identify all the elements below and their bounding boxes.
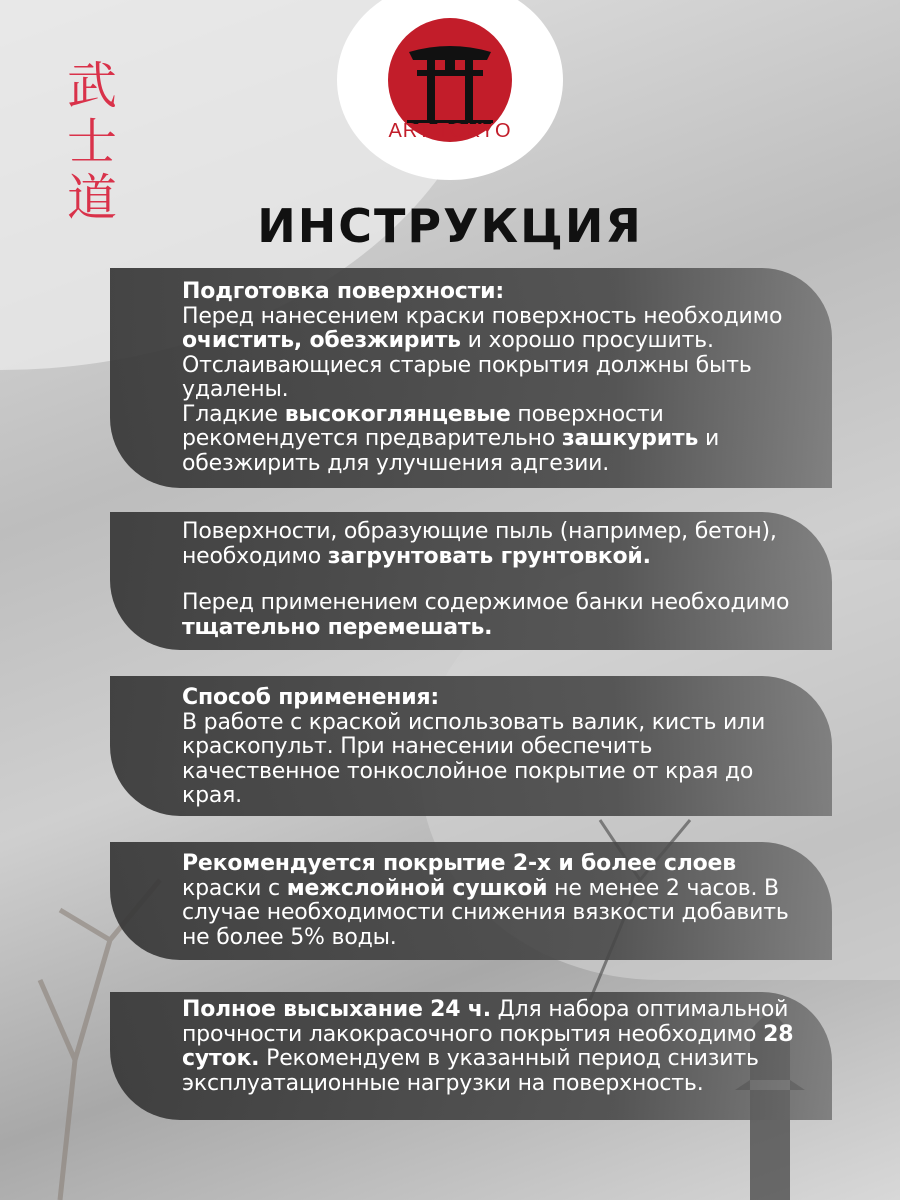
card-paragraph [182,280,812,305]
kanji-bushido: 武士道 [67,57,117,227]
torii-gate-icon [337,0,563,180]
instruction-card-application-method [110,676,832,816]
emphasis-text: Полное высыхание 24 ч. [182,997,491,1022]
emphasis-text: Способ применения: [182,685,439,710]
emphasis-text: Рекомендуется покрытие 2-х и более слоев [182,851,736,876]
tree-silhouette-icon [0,760,900,1200]
body-text: Рекомендуем в указанный период снизить эксплуатационные нагрузки на поверхность. [182,1046,759,1096]
card-paragraph [182,591,812,640]
body-text: Для набора оптимальной прочности лакокрасочного покрытия необходимо [182,997,789,1047]
body-text: не менее 2 часов. В случае необходимости снижения вязкости добавить не более 5% воды. [182,875,789,950]
body-text: Поверхности, образующие пыль (например, бетон), необходимо [182,519,777,569]
card-paragraph [182,403,812,477]
body-text: и обезжирить для улучшения адгезии. [182,426,720,476]
body-text: В работе с краской использовать валик, кисть или краскопульт. При нанесении обеспечить качественное тонкослойное покрытие от края до края. [182,709,766,808]
body-text: Перед применением содержимое банки необходимо [182,590,790,615]
body-text: краски с [182,875,287,901]
emphasis-text: загрунтовать грунтовкой. [327,543,651,569]
body-text: поверхности рекомендуется предварительно [182,401,664,451]
card-paragraph [182,305,812,403]
emphasis-text: тщательно перемешать. [182,614,493,640]
card-paragraph [182,852,812,950]
brand-logo [337,0,563,180]
body-text: Гладкие [182,401,285,427]
card-paragraph [182,711,812,809]
emphasis-text: межслойной сушкой [286,875,548,901]
card-paragraph [182,998,812,1096]
card-paragraph [182,686,812,711]
emphasis-text: Подготовка поверхности: [182,279,504,304]
brand-name: ART TOKYO [388,120,512,142]
instruction-card-drying [110,992,832,1120]
instruction-card-primer-mixing [110,512,832,650]
instruction-card-layers [110,842,832,960]
instruction-card-surface-prep [110,268,832,488]
body-text: Перед нанесением краски поверхность необходимо [182,303,783,329]
emphasis-text: высокоглянцевые [284,401,511,427]
page-title: ИНСТРУКЦИЯ [257,199,643,253]
card-paragraph [182,520,812,569]
body-text: и хорошо просушить. Отслаивающиеся старые покрытия должны быть удалены. [182,328,752,402]
emphasis-text: очистить, обезжирить [182,328,461,353]
emphasis-text: зашкурить [561,426,699,451]
emphasis-text: 28 суток. [182,1021,794,1071]
